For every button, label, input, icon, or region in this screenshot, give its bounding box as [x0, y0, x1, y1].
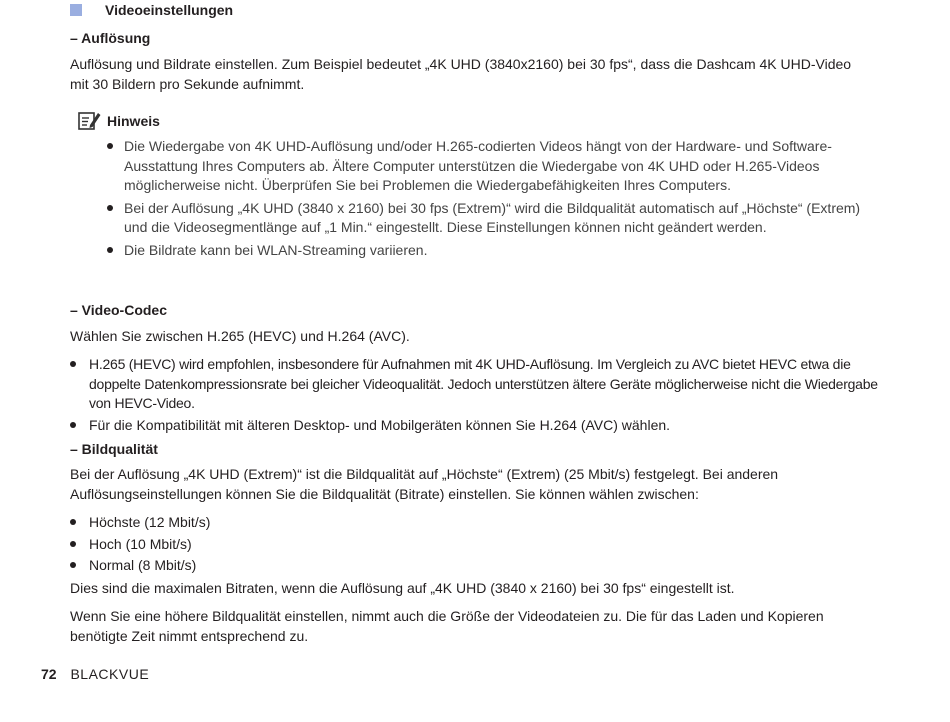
quality-item: Höchste (12 Mbit/s) [89, 513, 879, 533]
note-label: Hinweis [107, 112, 160, 129]
codec-heading: – Video-Codec [70, 302, 167, 318]
bullet-icon [70, 422, 76, 428]
bullet-icon [107, 205, 113, 211]
page-footer [41, 666, 149, 682]
section-title [70, 2, 233, 18]
codec-text: Wählen Sie zwischen H.265 (HEVC) und H.264 (AVC). [70, 328, 410, 344]
bullet-icon [107, 247, 113, 253]
quality-item: Hoch (10 Mbit/s) [89, 535, 879, 555]
brand-name: BLACKVUE [70, 666, 150, 682]
note-icon [78, 110, 101, 131]
page-number: 72 [41, 666, 57, 682]
bullet-icon [70, 562, 76, 568]
bullet-icon [70, 541, 76, 547]
codec-item: H.265 (HEVC) wird empfohlen, insbesondere für Aufnahmen mit 4K UHD-Auflösung. Im Vergleich zu AVC bietet HEVC etwa die doppelte Datenkompressionsrate bei gleicher Videoqualität. Jedoch unterstützen ältere Geräte möglicherweise nicht die Wiedergabe von HEVC-Video. [89, 355, 879, 414]
section-marker-icon [70, 4, 82, 16]
note-item: Die Wiedergabe von 4K UHD-Auflösung und/oder H.265-codierten Videos hängt von der Hardware- und Software-Ausstattung Ihres Computers ab. Ältere Computer unterstützen die Wiedergabe von 4K UHD oder H.265-Videos möglicherweise nicht. Überprüfen Sie bei Problemen die Wiedergabefähigkeiten Ihres Computers. [124, 137, 864, 196]
codec-item: Für die Kompatibilität mit älteren Desktop- und Mobilgeräten können Sie H.264 (AVC) wählen. [89, 416, 879, 436]
quality-item: Normal (8 Mbit/s) [89, 556, 879, 576]
note-list [124, 137, 864, 263]
quality-text: Bei der Auflösung „4K UHD (Extrem)“ ist die Bildqualität auf „Höchste“ (Extrem) (25 Mbit/s) festgelegt. Bei anderen Auflösungseinstellungen können Sie die Bildqualität (Bitrate) einstellen. Sie können wählen zwischen: [70, 466, 779, 502]
bullet-icon [70, 519, 76, 525]
quality-filesize-note: Wenn Sie eine höhere Bildqualität einstellen, nimmt auch die Größe der Videodateien zu. Die für das Laden und Kopieren benötigte Zeit nimmt entsprechend zu. [70, 608, 824, 644]
quality-list [89, 513, 879, 578]
resolution-heading: – Auflösung [70, 30, 151, 46]
resolution-text: Auflösung und Bildrate einstellen. Zum Beispiel bedeutet „4K UHD (3840x2160) bei 30 fps“, dass die Dashcam 4K UHD-Video mit 30 Bildern pro Sekunde aufnimmt. [70, 56, 852, 92]
quality-heading: – Bildqualität [70, 441, 158, 457]
bullet-icon [107, 143, 113, 149]
codec-list [89, 355, 879, 437]
section-title-text: Videoeinstellungen [105, 2, 234, 18]
note-item: Die Bildrate kann bei WLAN-Streaming variieren. [124, 241, 864, 261]
note-heading [78, 110, 160, 131]
note-item: Bei der Auflösung „4K UHD (3840 x 2160) bei 30 fps (Extrem)“ wird die Bildqualität automatisch auf „Höchste“ (Extrem) und die Videosegmentlänge auf „1 Min.“ eingestellt. Diese Einstellungen können nicht geändert werden. [124, 199, 864, 238]
bullet-icon [70, 361, 76, 367]
quality-bitrate-note: Dies sind die maximalen Bitraten, wenn die Auflösung auf „4K UHD (3840 x 2160) bei 30 fps“ eingestellt ist. [70, 580, 735, 596]
